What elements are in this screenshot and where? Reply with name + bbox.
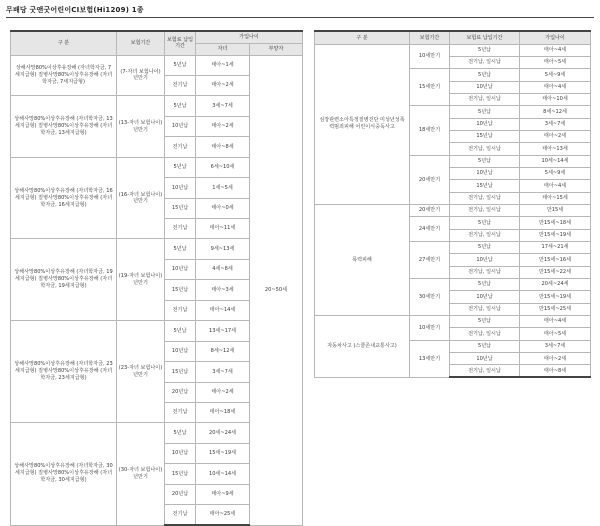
insurance-period: (7-자녀 보험나이)년만기: [117, 55, 165, 96]
parent-age: 20~50세: [250, 55, 303, 525]
premium-period: 전기납: [165, 505, 196, 525]
enrollment-age: 태아~4세: [520, 316, 591, 328]
enrollment-age: 만15세~19세: [520, 229, 591, 241]
header-premium-period: 보험료 납입기간: [450, 31, 520, 44]
child-age: 태아~11세: [196, 219, 250, 239]
child-age: 6세~10세: [196, 157, 250, 177]
insurance-period: 24세만기: [410, 217, 450, 242]
table-row: [315, 44, 591, 56]
coverage-condition: 상해사망80%이상후유장해 (자녀학자금, 7세지급형) 질병사망80%이상후유장해 (자녀학자금, 7세지급형): [11, 55, 117, 96]
premium-period: 10년납: [165, 116, 196, 136]
enrollment-age: 태아~10세: [520, 93, 591, 105]
premium-period: 10년납: [165, 443, 196, 463]
child-education-age-table: [10, 30, 303, 526]
premium-period: 5년납: [165, 423, 196, 443]
child-age: 15세~19세: [196, 443, 250, 463]
enrollment-age: 태아~2세: [520, 130, 591, 142]
header-parent-age: 부양자: [250, 43, 303, 55]
header-period: 보험기간: [117, 31, 165, 55]
insurance-period: 18세만기: [410, 106, 450, 155]
enrollment-age: 만15세~16세: [520, 254, 591, 266]
premium-period: 15년납: [165, 464, 196, 484]
premium-period: 5년납: [165, 55, 196, 75]
enrollment-age: 만15세~25세: [520, 303, 591, 315]
enrollment-age: 20세~24세: [520, 279, 591, 291]
premium-period: 10년납: [450, 254, 520, 266]
child-age: 태아~0세: [196, 198, 250, 218]
premium-period: 15년납: [165, 198, 196, 218]
premium-period: 전기납, 일시납: [450, 192, 520, 204]
premium-period: 5년납: [165, 157, 196, 177]
child-age: 태아~8세: [196, 137, 250, 157]
insurance-period: (13-자녀 보험나이)년만기: [117, 96, 165, 157]
premium-period: 5년납: [450, 316, 520, 328]
premium-period: 전기납, 일시납: [450, 204, 520, 216]
premium-period: 10년납: [165, 341, 196, 361]
insurance-period: (30-자녀 보험나이)년만기: [117, 423, 165, 525]
table-row: [315, 204, 591, 216]
enrollment-age: 8세~12세: [520, 106, 591, 118]
enrollment-age: 태아~15세: [520, 192, 591, 204]
header-age-group: 가입나이: [196, 31, 303, 43]
table-row: [315, 316, 591, 328]
insurance-period: 10세만기: [410, 316, 450, 341]
insurance-period: 27세만기: [410, 242, 450, 279]
child-age: 태아~18세: [196, 402, 250, 422]
premium-period: 5년납: [165, 239, 196, 259]
coverage-category: 자동차사고 (스쿨존내교통사고): [315, 316, 410, 378]
coverage-condition: 상해사망80%이상후유장해 (자녀학자금, 19세지급형) 질병사망80%이상후유장해 (자녀학자금, 19세지급형): [11, 239, 117, 321]
enrollment-age: 태아~2세: [520, 353, 591, 365]
coverage-condition: 상해사망80%이상후유장해 (자녀학자금, 30세지급형) 질병사망80%이상후유장해 (자녀학자금, 30세지급형): [11, 423, 117, 525]
insurance-period: 13세만기: [410, 340, 450, 377]
premium-period: 5년납: [450, 155, 520, 167]
insurance-period: 15세만기: [410, 69, 450, 106]
child-age: 태아~9세: [196, 484, 250, 504]
child-age: 태아~2세: [196, 75, 250, 95]
enrollment-age: 10세~14세: [520, 155, 591, 167]
coverage-condition: 상해사망80%이상후유장해 (자녀학자금, 16세지급형) 질병사망80%이상후유장해 (자녀학자금, 16세지급형): [11, 157, 117, 239]
enrollment-age: 5세~9세: [520, 69, 591, 81]
premium-period: 10년납: [450, 291, 520, 303]
coverage-category: 폭력피해: [315, 204, 410, 315]
premium-period: 15년납: [450, 130, 520, 142]
enrollment-age: 만15세~19세: [520, 291, 591, 303]
header-child-age: 자녀: [196, 43, 250, 55]
coverage-condition: 상해사망80%이상후유장해 (자녀학자금, 13세지급형) 질병사망80%이상후유장해 (자녀학자금, 13세지급형): [11, 96, 117, 157]
premium-period: 15년납: [165, 280, 196, 300]
premium-period: 전기납, 일시납: [450, 229, 520, 241]
enrollment-age: 5세~9세: [520, 167, 591, 179]
child-age: 태아~25세: [196, 505, 250, 525]
child-age: 13세~17세: [196, 321, 250, 341]
child-age: 태아~2세: [196, 382, 250, 402]
premium-period: 전기납: [165, 137, 196, 157]
title-divider: [6, 17, 594, 18]
insurance-period: 30세만기: [410, 279, 450, 316]
child-age: 3세~7세: [196, 96, 250, 116]
premium-period: 5년납: [165, 321, 196, 341]
coverage-category: 심장관련소아특정질병진단 미성년성폭력범죄피해 어린이식중독사고: [315, 44, 410, 204]
header-age: 가입나이: [520, 31, 591, 44]
left-table-body: [11, 55, 303, 525]
child-age: 20세~24세: [196, 423, 250, 443]
premium-period: 10년납: [450, 118, 520, 130]
header-category: 구 분: [315, 31, 410, 44]
page-title: 무배당 굿앤굿어린이CI보험(Hi1209) 1종: [6, 6, 144, 14]
premium-period: 5년납: [450, 279, 520, 291]
premium-period: 전기납: [165, 300, 196, 320]
child-age: 태아~2세: [196, 116, 250, 136]
table-row: [11, 55, 303, 75]
right-table-body: [315, 44, 591, 377]
premium-period: 전기납, 일시납: [450, 328, 520, 340]
premium-period: 전기납, 일시납: [450, 143, 520, 155]
premium-period: 10년납: [450, 81, 520, 93]
premium-period: 전기납, 일시납: [450, 365, 520, 377]
premium-period: 10년납: [450, 353, 520, 365]
child-age: 태아~3세: [196, 280, 250, 300]
child-age: 8세~12세: [196, 341, 250, 361]
insurance-period: (23-자녀 보험나이)년만기: [117, 321, 165, 423]
premium-period: 10년납: [450, 167, 520, 179]
premium-period: 15년납: [450, 180, 520, 192]
premium-period: 전기납: [165, 219, 196, 239]
enrollment-age: 만15세~18세: [520, 217, 591, 229]
insurance-period: (16-자녀 보험나이)년만기: [117, 157, 165, 239]
enrollment-age: 태아~13세: [520, 143, 591, 155]
header-period: 보험기간: [410, 31, 450, 44]
header-category: 구 분: [11, 31, 117, 55]
premium-period: 10년납: [165, 259, 196, 279]
premium-period: 5년납: [450, 44, 520, 56]
premium-period: 5년납: [450, 217, 520, 229]
premium-period: 전기납: [165, 402, 196, 422]
enrollment-age: 3세~7세: [520, 118, 591, 130]
premium-period: 전기납, 일시납: [450, 93, 520, 105]
enrollment-age: 17세~21세: [520, 242, 591, 254]
premium-period: 전기납, 일시납: [450, 266, 520, 278]
insurance-period: (19-자녀 보험나이)년만기: [117, 239, 165, 321]
premium-period: 5년납: [450, 340, 520, 352]
enrollment-age: 3세~7세: [520, 340, 591, 352]
enrollment-age: 태아~5세: [520, 328, 591, 340]
premium-period: 5년납: [450, 106, 520, 118]
premium-period: 20년납: [165, 382, 196, 402]
premium-period: 5년납: [165, 96, 196, 116]
coverage-condition: 상해사망80%이상후유장해 (자녀학자금, 23세지급형) 질병사망80%이상후유장해 (자녀학자금, 23세지급형): [11, 321, 117, 423]
child-age: 태아~14세: [196, 300, 250, 320]
premium-period: 전기납: [165, 75, 196, 95]
header-premium-period: 보험료 납입기간: [165, 31, 196, 55]
premium-period: 전기납, 일시납: [450, 56, 520, 68]
premium-period: 15년납: [165, 362, 196, 382]
premium-period: 10년납: [165, 178, 196, 198]
child-age: 1세~5세: [196, 178, 250, 198]
enrollment-age: 태아~4세: [520, 44, 591, 56]
insurance-period: 10세만기: [410, 44, 450, 69]
premium-period: 5년납: [450, 69, 520, 81]
enrollment-age: 태아~4세: [520, 81, 591, 93]
special-coverage-age-table: [314, 30, 591, 378]
enrollment-age: 만15세: [520, 204, 591, 216]
enrollment-age: 태아~4세: [520, 180, 591, 192]
child-age: 9세~13세: [196, 239, 250, 259]
child-age: 3세~7세: [196, 362, 250, 382]
insurance-period: 20세만기: [410, 204, 450, 216]
enrollment-age: 만15세~22세: [520, 266, 591, 278]
premium-period: 5년납: [450, 242, 520, 254]
premium-period: 전기납, 일시납: [450, 303, 520, 315]
child-age: 10세~14세: [196, 464, 250, 484]
child-age: 4세~8세: [196, 259, 250, 279]
insurance-period: 20세만기: [410, 155, 450, 204]
enrollment-age: 태아~8세: [520, 365, 591, 377]
enrollment-age: 태아~5세: [520, 56, 591, 68]
premium-period: 20년납: [165, 484, 196, 504]
child-age: 태아~1세: [196, 55, 250, 75]
